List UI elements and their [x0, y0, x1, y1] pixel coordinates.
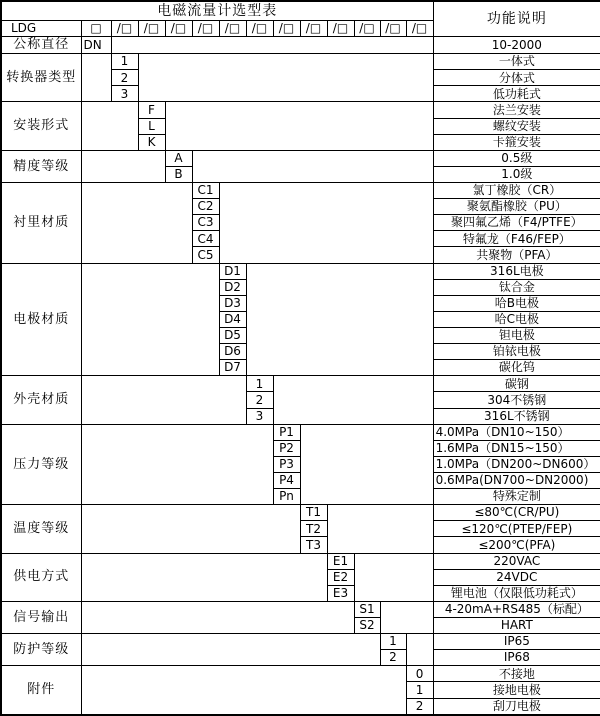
model-slot-box: /□: [138, 20, 165, 36]
function-column-header: 功能说明: [433, 1, 600, 36]
model-slot-box: /□: [380, 20, 406, 36]
function-desc-cell: 钽电极: [433, 328, 600, 344]
model-slot-box: /□: [219, 20, 246, 36]
option-row: [1, 150, 600, 166]
function-desc-cell: ≤200℃(PFA): [433, 537, 600, 553]
function-desc-cell: 碳化钨: [433, 360, 600, 376]
function-desc-diameter: 10-2000: [433, 36, 600, 53]
function-desc-cell: 聚四氟乙烯（F4/PTFE）: [433, 215, 600, 231]
function-desc-cell: 不接地: [433, 666, 600, 682]
spacer-cell: [81, 102, 138, 150]
option-code-cell: C4: [192, 231, 219, 247]
option-code-cell: C1: [192, 183, 219, 199]
option-code-cell: 0: [406, 666, 433, 682]
option-code-cell: F: [138, 102, 165, 118]
spacer-cell: [81, 54, 111, 102]
option-code-cell: A: [165, 150, 192, 166]
function-desc-cell: ≤80℃(CR/PU): [433, 505, 600, 521]
function-desc-cell: 1.0MPa（DN200~DN600）: [433, 456, 600, 472]
category-label: 附件: [1, 666, 81, 715]
option-code-cell: D6: [219, 344, 246, 360]
option-code-cell: Pn: [273, 489, 300, 505]
function-desc-cell: 哈B电极: [433, 295, 600, 311]
option-code-cell: D1: [219, 263, 246, 279]
function-desc-cell: 316L电极: [433, 263, 600, 279]
option-code-cell: 1: [246, 376, 273, 392]
function-desc-cell: 锂电池（仅限低功耗式）: [433, 585, 600, 601]
option-code-cell: T2: [300, 521, 327, 537]
function-desc-cell: 4-20mA+RS485（标配）: [433, 601, 600, 617]
spacer-cell: [354, 553, 433, 601]
diameter-code-cell: DN: [81, 36, 111, 53]
option-code-cell: D5: [219, 328, 246, 344]
category-label: 温度等级: [1, 505, 81, 553]
option-row: [1, 424, 600, 440]
option-code-cell: T1: [300, 505, 327, 521]
function-desc-cell: IP68: [433, 650, 600, 666]
spacer-cell: [138, 54, 433, 102]
spacer-cell: [81, 263, 219, 376]
spacer-cell: [81, 183, 192, 264]
option-code-cell: 3: [111, 86, 138, 102]
option-code-cell: C2: [192, 199, 219, 215]
function-desc-cell: 聚氨酯橡胶（PU）: [433, 199, 600, 215]
spacer-cell: [300, 424, 433, 505]
function-desc-cell: IP65: [433, 634, 600, 650]
option-code-cell: T3: [300, 537, 327, 553]
model-prefix: LDG: [1, 20, 81, 36]
option-code-cell: 2: [380, 650, 406, 666]
spacer-cell: [81, 424, 273, 505]
option-code-cell: 3: [246, 408, 273, 424]
function-desc-cell: 法兰安装: [433, 102, 600, 118]
page-title: 电磁流量计选型表: [1, 1, 433, 20]
option-code-cell: K: [138, 134, 165, 150]
model-slot-box: /□: [111, 20, 138, 36]
model-slot-box: /□: [406, 20, 433, 36]
option-code-cell: 2: [406, 698, 433, 715]
function-desc-cell: ≤120℃(PTEP/FEP): [433, 521, 600, 537]
model-slot-box: /□: [354, 20, 380, 36]
option-row: [1, 54, 600, 70]
function-desc-cell: 氯丁橡胶（CR）: [433, 183, 600, 199]
function-desc-cell: 220VAC: [433, 553, 600, 569]
option-code-cell: D7: [219, 360, 246, 376]
function-desc-cell: 特殊定制: [433, 489, 600, 505]
spacer-cell: [273, 376, 433, 424]
function-desc-cell: 碳钢: [433, 376, 600, 392]
option-row: [1, 183, 600, 199]
model-slot-box: /□: [327, 20, 354, 36]
option-code-cell: C3: [192, 215, 219, 231]
option-code-cell: E1: [327, 553, 354, 569]
category-label: 安装形式: [1, 102, 81, 150]
function-desc-cell: HART: [433, 617, 600, 633]
spacer-cell: [380, 601, 433, 633]
option-code-cell: D4: [219, 311, 246, 327]
option-code-cell: 2: [246, 392, 273, 408]
function-desc-cell: 铂铱电极: [433, 344, 600, 360]
option-code-cell: E2: [327, 569, 354, 585]
function-desc-cell: 特氟龙（F46/FEP）: [433, 231, 600, 247]
function-desc-cell: 钛合金: [433, 279, 600, 295]
function-desc-cell: 共聚物（PFA）: [433, 247, 600, 263]
function-desc-cell: 4.0MPa（DN10~150）: [433, 424, 600, 440]
model-slot-box: /□: [246, 20, 273, 36]
function-desc-cell: 一体式: [433, 54, 600, 70]
option-code-cell: 1: [406, 682, 433, 698]
function-desc-cell: 接地电极: [433, 682, 600, 698]
spacer-cell: [81, 634, 380, 666]
function-desc-cell: 分体式: [433, 70, 600, 86]
title-row: [1, 1, 600, 20]
function-desc-cell: 0.5级: [433, 150, 600, 166]
spacer-cell: [111, 36, 433, 53]
spacer-cell: [246, 263, 433, 376]
option-code-cell: S2: [354, 617, 380, 633]
function-desc-cell: 1.6MPa（DN15~150）: [433, 440, 600, 456]
function-desc-cell: 316L不锈钢: [433, 408, 600, 424]
option-row: [1, 666, 600, 682]
option-code-cell: 1: [111, 54, 138, 70]
spacer-cell: [327, 505, 433, 553]
function-desc-cell: 卡箍安装: [433, 134, 600, 150]
category-label: 压力等级: [1, 424, 81, 505]
option-row: [1, 505, 600, 521]
option-code-cell: 1: [380, 634, 406, 650]
category-label-diameter: 公称直径: [1, 36, 81, 53]
option-row: [1, 263, 600, 279]
diameter-row: [1, 36, 600, 53]
category-label: 防护等级: [1, 634, 81, 666]
model-slot-box: /□: [300, 20, 327, 36]
spacer-cell: [165, 102, 433, 150]
option-code-cell: D2: [219, 279, 246, 295]
category-label: 供电方式: [1, 553, 81, 601]
option-row: [1, 102, 600, 118]
category-label: 外壳材质: [1, 376, 81, 424]
function-desc-cell: 低功耗式: [433, 86, 600, 102]
category-label: 信号输出: [1, 601, 81, 633]
option-code-cell: B: [165, 166, 192, 182]
option-code-cell: L: [138, 118, 165, 134]
function-desc-cell: 哈C电极: [433, 311, 600, 327]
category-label: 衬里材质: [1, 183, 81, 264]
spacer-cell: [81, 601, 354, 633]
model-slot-box: /□: [273, 20, 300, 36]
option-code-cell: P3: [273, 456, 300, 472]
category-label: 精度等级: [1, 150, 81, 182]
spacer-cell: [81, 553, 327, 601]
option-row: [1, 553, 600, 569]
option-code-cell: P4: [273, 472, 300, 488]
option-code-cell: D3: [219, 295, 246, 311]
option-code-cell: 2: [111, 70, 138, 86]
model-first-box: □: [81, 20, 111, 36]
function-desc-cell: 1.0级: [433, 166, 600, 182]
spacer-cell: [192, 150, 433, 182]
option-row: [1, 601, 600, 617]
spacer-cell: [219, 183, 433, 264]
function-desc-cell: 0.6MPa(DN700~DN2000): [433, 472, 600, 488]
option-code-cell: P1: [273, 424, 300, 440]
option-code-cell: E3: [327, 585, 354, 601]
option-row: [1, 376, 600, 392]
function-desc-cell: 螺纹安装: [433, 118, 600, 134]
option-row: [1, 634, 600, 650]
model-slot-box: /□: [165, 20, 192, 36]
function-desc-cell: 304不锈钢: [433, 392, 600, 408]
option-code-cell: S1: [354, 601, 380, 617]
function-desc-cell: 刮刀电极: [433, 698, 600, 715]
function-desc-cell: 24VDC: [433, 569, 600, 585]
category-label: 电极材质: [1, 263, 81, 376]
model-slot-box: /□: [192, 20, 219, 36]
spacer-cell: [81, 666, 406, 715]
spacer-cell: [406, 634, 433, 666]
spacer-cell: [81, 150, 165, 182]
spacer-cell: [81, 376, 246, 424]
option-code-cell: C5: [192, 247, 219, 263]
spacer-cell: [81, 505, 300, 553]
category-label: 转换器类型: [1, 54, 81, 102]
option-code-cell: P2: [273, 440, 300, 456]
